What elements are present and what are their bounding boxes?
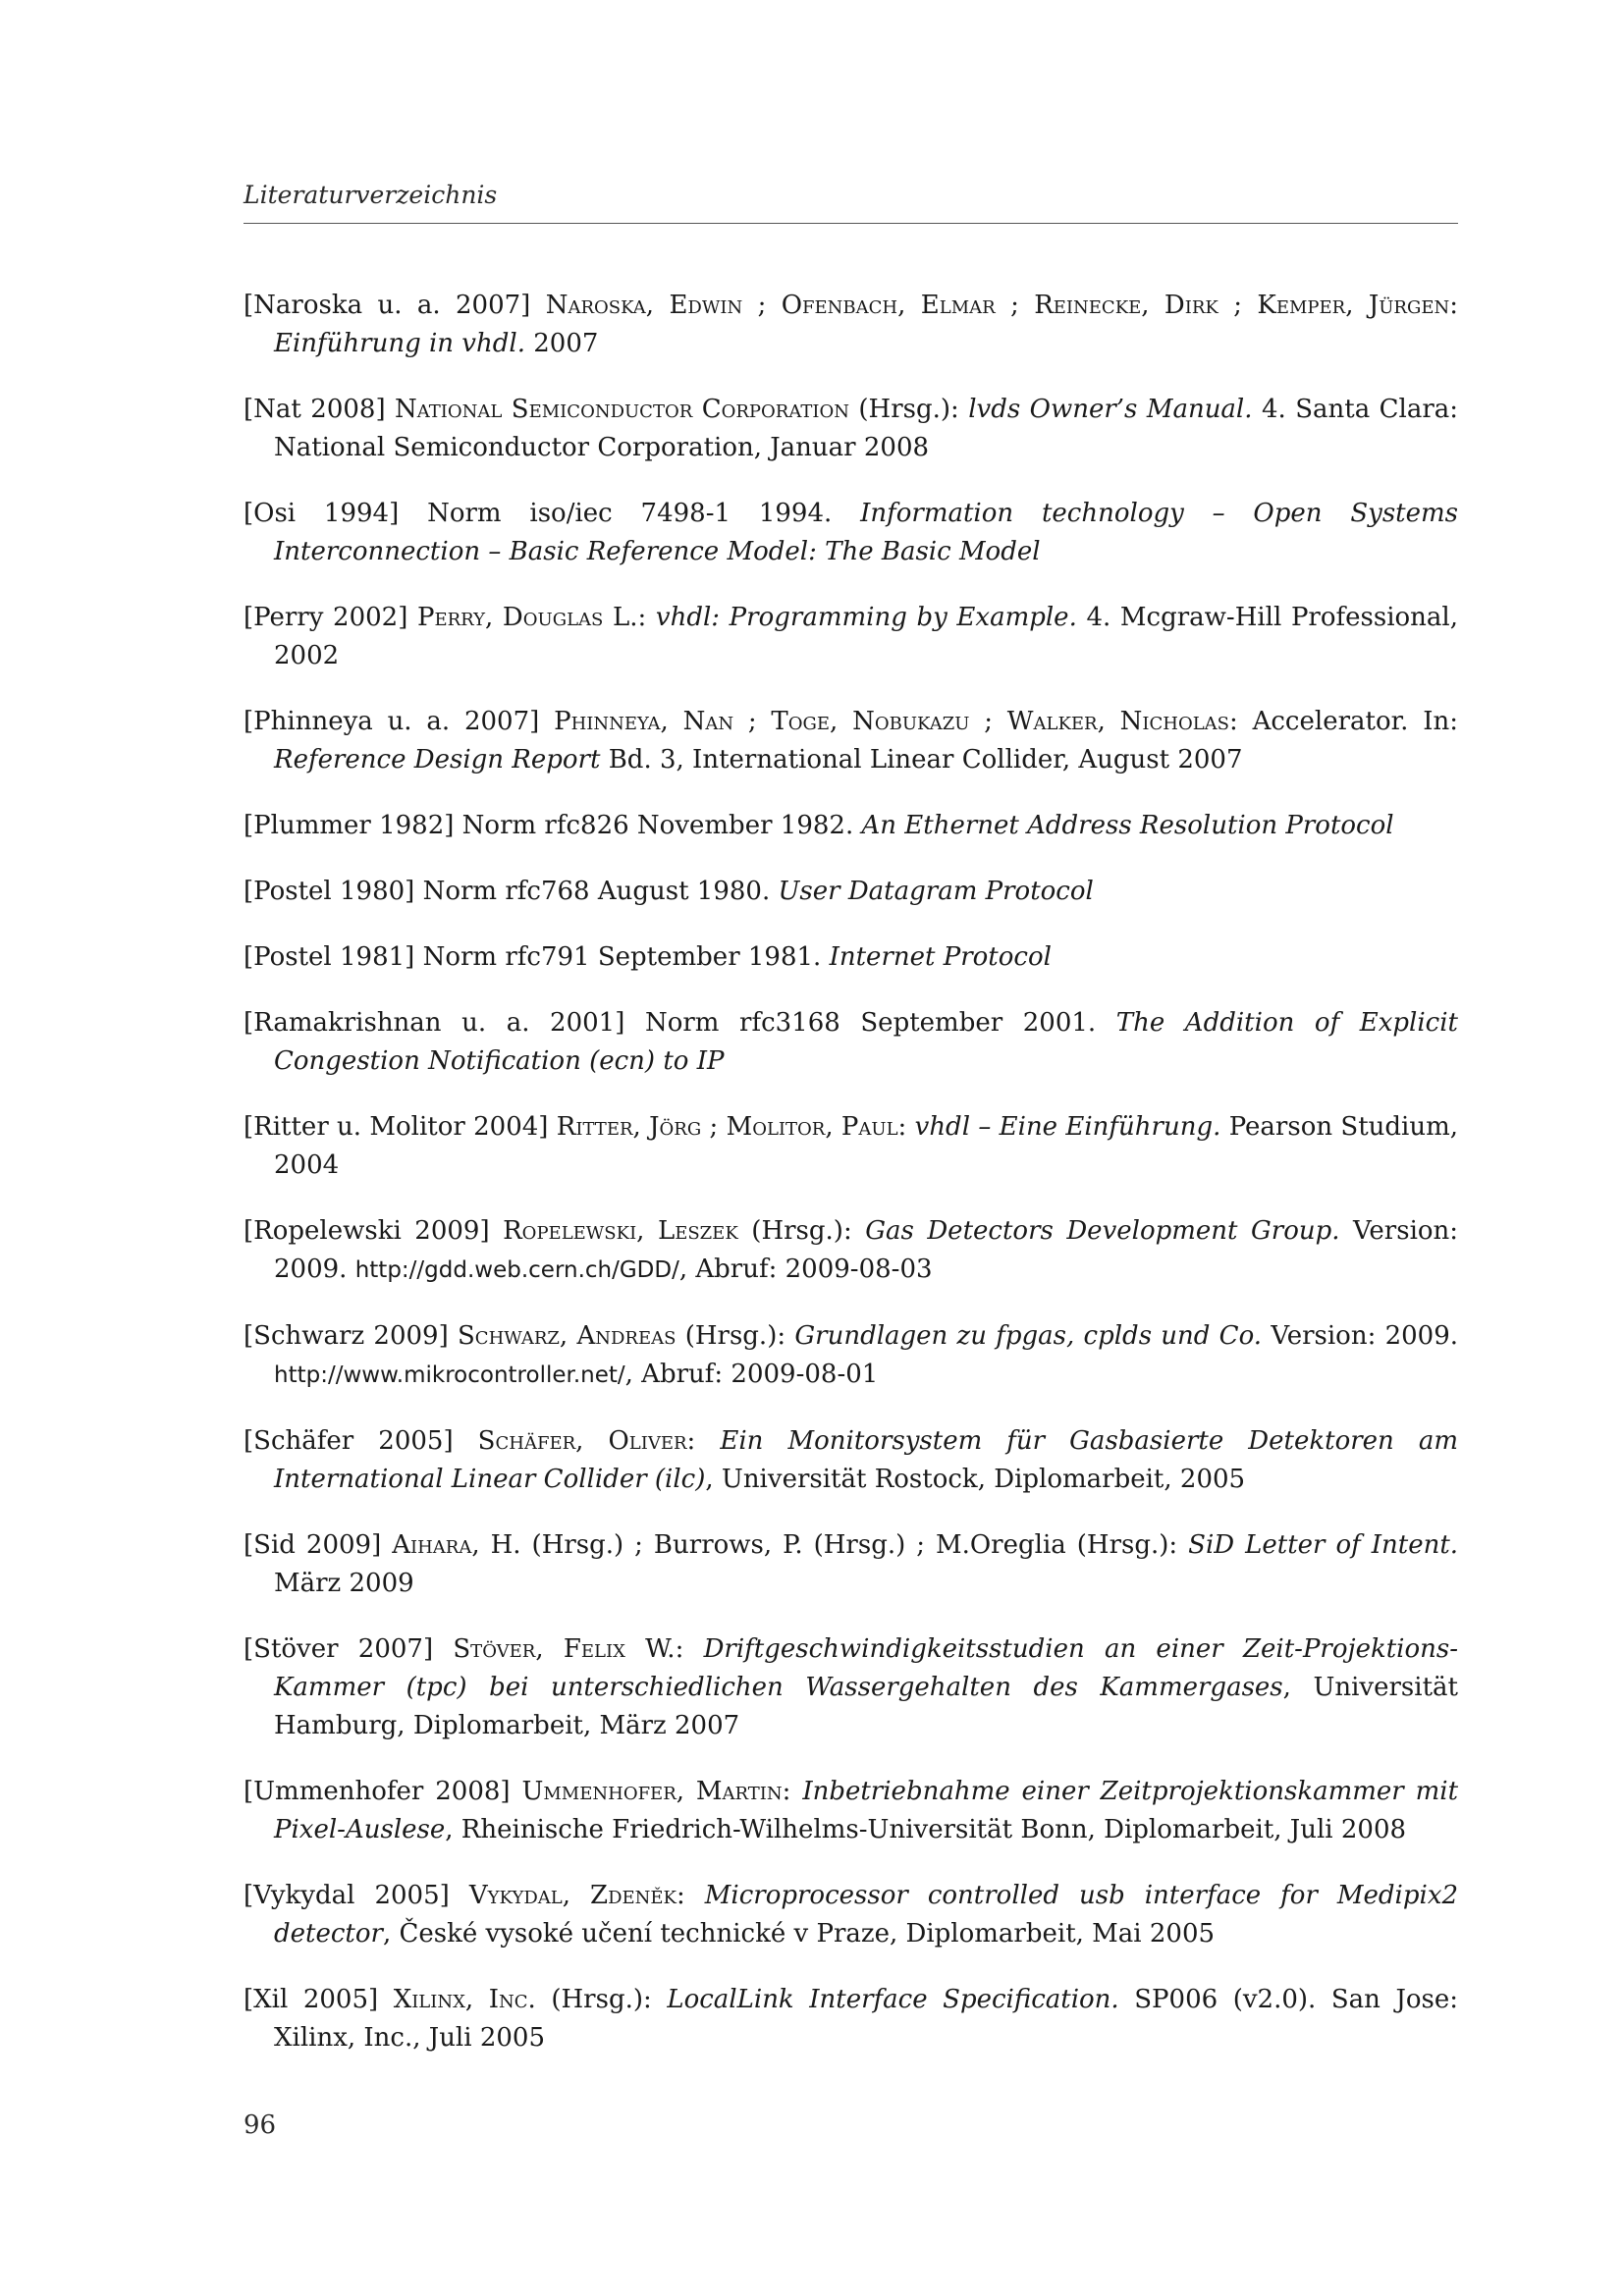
entry-authors: Vykydal, Zdeněk: <box>468 1881 685 1910</box>
entry-details: Pearson Studium, 2004 <box>274 1112 1459 1180</box>
citation-key: [Schwarz 2009] <box>244 1321 449 1351</box>
entry-title: User Datagram Protocol <box>778 877 1094 906</box>
citation-key: [Postel 1981] <box>244 942 415 972</box>
entry-title: Grundlagen zu fpgas, cplds und Co. <box>794 1321 1263 1351</box>
bib-entry-phinneya-2007 <box>244 703 1458 779</box>
page-number: 96 <box>244 2110 277 2140</box>
entry-details: Bd. 3, International Linear Collider, August 2007 <box>608 745 1243 774</box>
entry-access-date: , Abruf: 2009-08-01 <box>624 1360 879 1389</box>
entry-title: Reference Design Report <box>274 745 601 774</box>
entry-prefix: Norm iso/iec 7498-1 1994. <box>427 499 833 528</box>
bib-entry-schwarz-2009 <box>244 1317 1458 1395</box>
entry-title: Internet Protocol <box>829 942 1052 972</box>
entry-title: vhdl – Eine Einführung. <box>914 1112 1221 1142</box>
entry-title: Inbetriebnahme einer Zeitprojektionskammer mit Pixel-Auslese <box>274 1777 1459 1844</box>
bib-entry-vykydal-2005 <box>244 1877 1458 1953</box>
citation-key: [Postel 1980] <box>244 877 415 906</box>
citation-key: [Schäfer 2005] <box>244 1426 454 1456</box>
entry-details: Version: 2009. <box>274 1216 1459 1284</box>
entry-authors: Phinneya, Nan ; Toge, Nobukazu ; Walker, Nicholas: <box>554 707 1238 736</box>
entry-prefix: (Hrsg.): <box>684 1321 786 1351</box>
entry-url-link[interactable]: http://www.mikrocontroller.net/ <box>274 1362 625 1388</box>
entry-details: , Rheinische Friedrich-Wilhelms-Universität Bonn, Diplomarbeit, Juli 2008 <box>445 1815 1407 1844</box>
entry-authors: Naroska, Edwin ; Ofenbach, Elmar ; Reinecke, Dirk ; Kemper, Jürgen: <box>545 291 1459 320</box>
entry-title: Gas Detectors Development Group. <box>865 1216 1340 1246</box>
citation-key: [Xil 2005] <box>244 1985 379 2014</box>
citation-key: [Naroska u. a. 2007] <box>244 291 531 320</box>
bib-entry-ropelewski-2009 <box>244 1212 1458 1290</box>
entry-prefix: (Hrsg.): <box>751 1216 852 1246</box>
citation-key: [Phinneya u. a. 2007] <box>244 707 540 736</box>
bib-entry-plummer-1982 <box>244 807 1458 845</box>
entry-title: Microprocessor controlled usb interface for Medipix2 detector <box>274 1881 1459 1949</box>
entry-details: 4. Santa Clara: National Semiconductor Corporation, Januar 2008 <box>274 395 1459 462</box>
citation-key: [Ritter u. Molitor 2004] <box>244 1112 549 1142</box>
entry-details: , Universität Hamburg, Diplomarbeit, März 2007 <box>274 1673 1458 1740</box>
header-rule <box>244 223 1458 224</box>
citation-key: [Osi 1994] <box>244 499 400 528</box>
entry-title: The Addition of Explicit Congestion Notification (ecn) to IP <box>274 1008 1459 1076</box>
entry-prefix: Norm rfc3168 September 2001. <box>644 1008 1097 1038</box>
entry-access-date: , Abruf: 2009-08-03 <box>678 1255 933 1284</box>
bib-entry-ramakrishnan-2001 <box>244 1004 1458 1081</box>
entry-title: Driftgeschwindigkeitsstudien an einer Zeit-Projektions-Kammer (tpc) bei unterschiedlichen Wassergehalten des Kammergases <box>274 1634 1459 1702</box>
entry-url-link[interactable]: http://gdd.web.cern.ch/GDD/ <box>354 1257 679 1283</box>
bib-entry-perry-2002 <box>244 599 1458 675</box>
bib-entry-postel-1980 <box>244 873 1458 911</box>
entry-details: 2007 <box>533 329 599 358</box>
entry-prefix: Norm rfc826 November 1982. <box>461 811 854 840</box>
citation-key: [Vykydal 2005] <box>244 1881 450 1910</box>
entry-prefix: Norm rfc791 September 1981. <box>422 942 822 972</box>
entry-details: 4. Mcgraw-Hill Professional, 2002 <box>274 603 1459 670</box>
entry-title: SiD Letter of Intent. <box>1188 1530 1459 1560</box>
entry-prefix: (Hrsg.) ; Burrows, P. (Hrsg.) ; M.Oreglia (Hrsg.): <box>531 1530 1178 1560</box>
entry-details: , Universität Rostock, Diplomarbeit, 2005 <box>705 1465 1246 1494</box>
citation-key: [Stöver 2007] <box>244 1634 434 1664</box>
bib-entry-stoever-2007 <box>244 1630 1458 1745</box>
entry-title: Information technology – Open Systems Interconnection – Basic Reference Model: The Basic Model <box>274 499 1459 566</box>
bib-entry-schaefer-2005 <box>244 1422 1458 1499</box>
citation-key: [Nat 2008] <box>244 395 386 424</box>
entry-prefix: (Hrsg.): <box>858 395 959 424</box>
citation-key: [Plummer 1982] <box>244 811 455 840</box>
entry-authors: Ummenhofer, Martin: <box>521 1777 791 1806</box>
citation-key: [Perry 2002] <box>244 603 408 632</box>
bib-entry-xil-2005 <box>244 1981 1458 2057</box>
bib-entry-postel-1981 <box>244 938 1458 977</box>
bib-entry-osi-1994 <box>244 495 1458 571</box>
entry-prefix: Norm rfc768 August 1980. <box>422 877 771 906</box>
bib-entry-ummenhofer-2008 <box>244 1773 1458 1849</box>
entry-title: An Ethernet Address Resolution Protocol <box>861 811 1394 840</box>
bib-entry-naroska-2007 <box>244 287 1458 363</box>
entry-authors: Ropelewski, Leszek <box>503 1216 738 1246</box>
citation-key: [Sid 2009] <box>244 1530 382 1560</box>
entry-authors: Aihara, H. <box>392 1530 521 1560</box>
entry-title: lvds Owner’s Manual. <box>968 395 1253 424</box>
entry-details: SP006 (v2.0). San Jose: Xilinx, Inc., Juli 2005 <box>274 1985 1459 2053</box>
bib-entry-sid-2009 <box>244 1526 1458 1603</box>
entry-prefix: Accelerator. In: <box>1252 707 1459 736</box>
entry-title: LocalLink Interface Specification. <box>667 1985 1119 2014</box>
running-head: Literaturverzeichnis <box>244 181 498 209</box>
entry-authors: Xilinx, Inc. <box>393 1985 536 2014</box>
entry-details: März 2009 <box>274 1569 414 1598</box>
entry-prefix: (Hrsg.): <box>551 1985 652 2014</box>
bib-entry-ritter-2004 <box>244 1108 1458 1185</box>
bib-entry-nat-2008 <box>244 391 1458 467</box>
entry-title: Ein Monitorsystem für Gasbasierte Detektoren am International Linear Collider (ilc) <box>274 1426 1459 1494</box>
entry-authors: National Semiconductor Corporation <box>395 395 849 424</box>
entry-authors: Schäfer, Oliver: <box>477 1426 696 1456</box>
entry-details: , České vysoké učení technické v Praze, Diplomarbeit, Mai 2005 <box>382 1919 1216 1949</box>
entry-authors: Perry, Douglas L.: <box>416 603 647 632</box>
citation-key: [Ummenhofer 2008] <box>244 1777 511 1806</box>
entry-title: Einführung in vhdl. <box>274 329 525 358</box>
entry-authors: Ritter, Jörg ; Molitor, Paul: <box>556 1112 907 1142</box>
entry-title: vhdl: Programming by Example. <box>655 603 1077 632</box>
bibliography-list <box>244 287 1458 2085</box>
citation-key: [Ropelewski 2009] <box>244 1216 490 1246</box>
entry-authors: Stöver, Felix W.: <box>453 1634 684 1664</box>
entry-authors: Schwarz, Andreas <box>457 1321 677 1351</box>
citation-key: [Ramakrishnan u. a. 2001] <box>244 1008 625 1038</box>
entry-details: Version: 2009. <box>1271 1321 1459 1351</box>
